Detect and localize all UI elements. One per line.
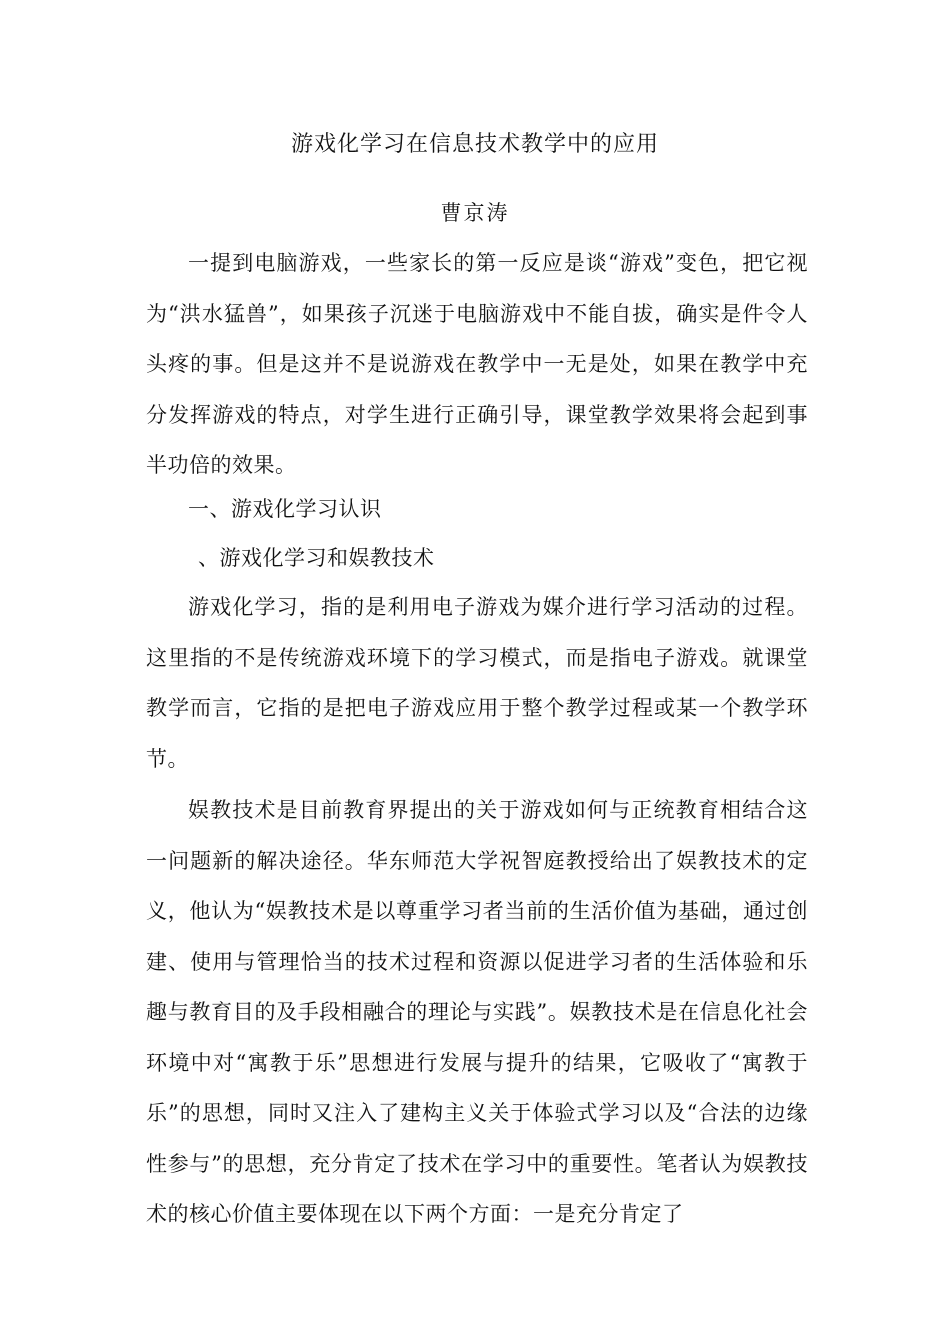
section-heading: 一、游戏化学习认识 — [188, 497, 382, 521]
subsection-heading: 、游戏化学习和娱教技术 — [198, 546, 435, 570]
intro-paragraph: 一提到电脑游戏，一些家长的第一反应是谈“游戏”变色，把它视为“洪水猛兽”，如果孩子沉迷于电脑游戏中不能自拔，确实是件令人头疼的事。但是这并不是说游戏在教学中一无是处，如果在教学中充分发挥游戏的特点，对学生进行正确引导，课堂教学效果将会起到事半功倍的效果。 — [146, 251, 808, 477]
document-title: 游戏化学习在信息技术教学中的应用 — [290, 132, 659, 157]
body-paragraph-2: 游戏化学习，指的是利用电子游戏为媒介进行学习活动的过程。这里指的不是传统游戏环境下的学习模式，而是指电子游戏。就课堂教学而言，它指的是把电子游戏应用于整个教学过程或某一个教学环节。 — [146, 595, 808, 771]
document-author: 曹京涛 — [440, 201, 510, 225]
body-paragraph-3: 娱教技术是目前教育界提出的关于游戏如何与正统教育相结合这一问题新的解决途径。华东师范大学祝智庭教授给出了娱教技术的定义，他认为“娱教技术是以尊重学习者当前的生活价值为基础，通过创建、使用与管理恰当的技术过程和资源以促进学习者的生活体验和乐趣与教育目的及手段相融合的理论与实践”。娱教技术是在信息化社会环境中对“寓教于乐”思想进行发展与提升的结果，它吸收了“寓教于乐”的思想，同时又注入了建构主义关于体验式学习以及“合法的边缘性参与”的思想，充分肯定了技术在学习中的重要性。笔者认为娱教技术的核心价值主要体现在以下两个方面：一是充分肯定了 — [146, 798, 808, 1226]
